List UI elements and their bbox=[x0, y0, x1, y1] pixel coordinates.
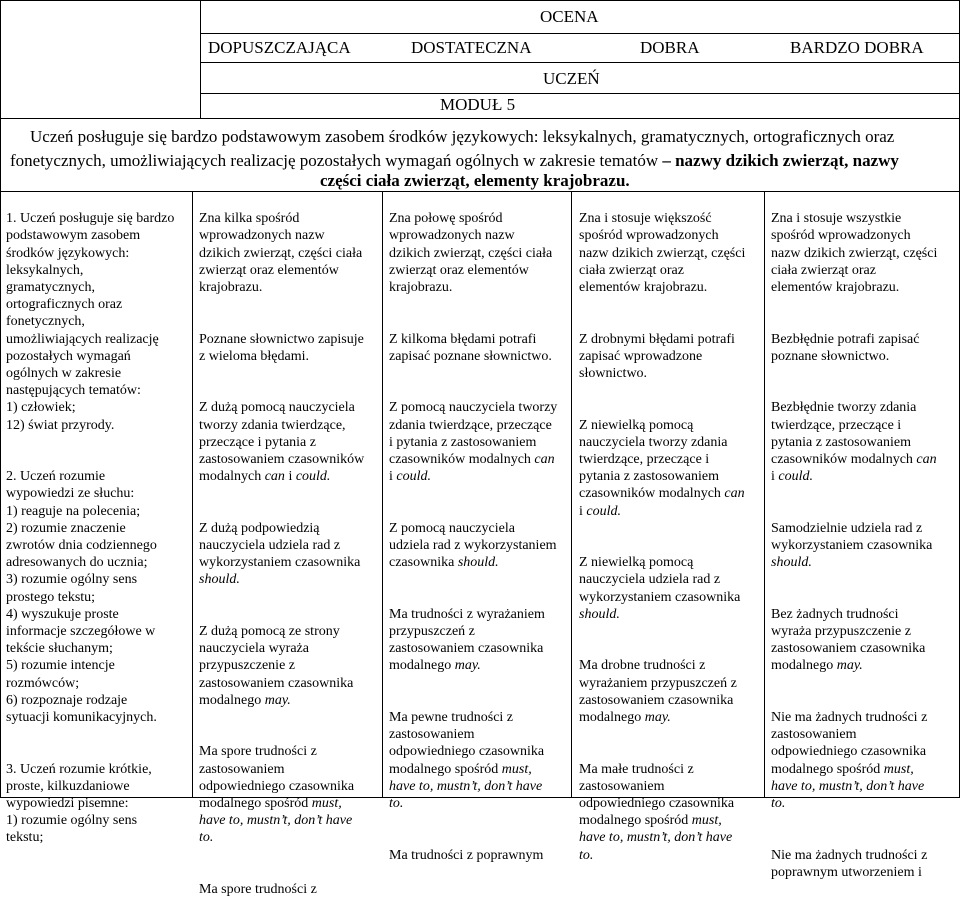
c4-must-words: must, have to, mustn’t, don’t have to. bbox=[771, 761, 925, 812]
c4-may-word: may. bbox=[836, 658, 863, 674]
rule-col-2 bbox=[382, 191, 383, 798]
requirement-1: 1. Uczeń posługuje się bardzo podstawowym zasobem środków językowych: leksykalnych, gramatycznych, ortograficznych oraz fonetycznych, umożliwiających realizację pozostałych wymagań ogólnych w zakresie następujących tematów: 1) człowiek; 12) świat przyrody. bbox=[6, 211, 175, 433]
c4-must bbox=[771, 709, 957, 812]
grade-bardzo-dobra: BARDZO DOBRA bbox=[790, 38, 924, 57]
rule-col-1 bbox=[192, 191, 193, 798]
c2-vocab: Zna połowę spośród wprowadzonych nazw dzikich zwierząt, części ciała zwierząt oraz elementów krajobrazu. bbox=[389, 211, 553, 296]
c3-spelling: Z drobnymi błędami potrafi zapisać wprowadzone słownictwo. bbox=[579, 331, 735, 382]
rule-top bbox=[0, 0, 960, 1]
intro-line-2 bbox=[10, 151, 899, 171]
c3-should-text: Z niewielką pomocą nauczyciela udziela rad z wykorzystaniem czasownika bbox=[579, 555, 741, 605]
c2-may bbox=[389, 606, 571, 675]
rule-col-3 bbox=[571, 191, 572, 798]
c3-must-text: Ma małe trudności z zastosowaniem odpowiedniego czasownika modalnego spośród bbox=[579, 761, 735, 829]
c4-spelling: Bezbłędnie potrafi zapisać poznane słownictwo. bbox=[771, 331, 920, 364]
c3-may-word: may. bbox=[644, 710, 671, 726]
c4-should bbox=[771, 520, 957, 572]
c1-vocab: Zna kilka spośród wprowadzonych nazw dzikich zwierząt, części ciała zwierząt oraz elementów krajobrazu. bbox=[199, 211, 363, 296]
intro-line-3-bold: części ciała zwierząt, elementy krajobrazu. bbox=[320, 171, 630, 190]
column-dobra bbox=[579, 193, 763, 881]
c1-could: could. bbox=[295, 469, 331, 485]
c1-should-word: should. bbox=[199, 572, 240, 588]
c3-modal-can bbox=[579, 417, 763, 520]
c1-may-text: Z dużą pomocą ze strony nauczyciela wyraża przypuszczenie z zastosowaniem czasownika modalnego bbox=[199, 624, 354, 708]
intro-line-1: Uczeń posługuje się bardzo podstawowym zasobem środków językowych: leksykalnych, gramatycznych, ortograficznych oraz bbox=[30, 127, 895, 146]
c4-modal-can bbox=[771, 399, 957, 485]
c1-must bbox=[199, 743, 381, 846]
c3-may bbox=[579, 657, 763, 726]
c4-vocab: Zna i stosuje wszystkie spośród wprowadzonych nazw dzikich zwierząt, części ciała zwierząt oraz elementów krajobrazu. bbox=[771, 211, 938, 296]
requirement-3: 3. Uczeń rozumie krótkie, proste, kilkuzdaniowe wypowiedzi pisemne: 1) rozumie ogólny sens tekstu; bbox=[6, 761, 152, 846]
c3-could: could. bbox=[586, 503, 621, 519]
column-dostateczna bbox=[389, 193, 571, 881]
c3-vocab: Zna i stosuje większość spośród wprowadzonych nazw dzikich zwierząt, części ciała zwierząt oraz elementów krajobrazu. bbox=[579, 211, 746, 296]
c2-may-word: may. bbox=[454, 658, 481, 674]
c4-may bbox=[771, 606, 957, 675]
column-requirements bbox=[6, 193, 192, 864]
c2-should bbox=[389, 520, 571, 572]
c2-must-words: must, have to, mustn’t, don’t have to. bbox=[389, 761, 543, 812]
c2-can: can bbox=[534, 452, 555, 468]
ocena-header: OCENA bbox=[540, 7, 599, 26]
c4-can: can bbox=[916, 452, 937, 468]
c4-modal-can-text: Bezbłędnie tworzy zdania twierdzące, przeczące i pytania z zastosowaniem czasowników modalnych bbox=[771, 400, 917, 468]
c4-i: i bbox=[771, 469, 775, 485]
c1-last: Ma spore trudności z bbox=[199, 882, 317, 898]
c1-may-word: may. bbox=[264, 692, 291, 708]
column-bardzo-dobra bbox=[771, 193, 957, 898]
c4-should-word: should. bbox=[771, 555, 812, 571]
c3-should-word: should. bbox=[579, 606, 620, 622]
c4-may-text: Bez żadnych trudności wyraża przypuszczenie z zastosowaniem czasownika modalnego bbox=[771, 606, 926, 674]
c3-must-words: must, have to, mustn’t, don’t have to. bbox=[579, 813, 733, 863]
c4-last: Nie ma żadnych trudności z poprawnym utworzeniem i bbox=[771, 847, 928, 880]
grade-dobra: DOBRA bbox=[640, 38, 700, 57]
c1-i: i bbox=[284, 469, 296, 485]
rule-under-intro bbox=[0, 191, 960, 192]
uczen-header: UCZEŃ bbox=[543, 69, 600, 88]
grade-dostateczna: DOSTATECZNA bbox=[411, 38, 532, 57]
c4-must-text: Nie ma żadnych trudności z zastosowaniem odpowiedniego czasownika modalnego spośród bbox=[771, 710, 928, 777]
modul-title: MODUŁ 5 bbox=[440, 95, 516, 114]
c2-should-word: should. bbox=[457, 555, 499, 571]
c2-must-text: Ma pewne trudności z zastosowaniem odpowiedniego czasownika modalnego spośród bbox=[389, 710, 545, 777]
c3-i: i bbox=[579, 503, 583, 519]
c3-can: can bbox=[724, 486, 745, 502]
c2-last: Ma trudności z poprawnym bbox=[389, 847, 544, 863]
c2-may-text: Ma trudności z wyrażaniem przypuszczeń z zastosowaniem czasownika modalnego bbox=[389, 606, 545, 674]
c1-spelling: Poznane słownictwo zapisuje z wieloma błędami. bbox=[199, 331, 364, 364]
rule-under-modul bbox=[0, 118, 960, 119]
c1-must-text: Ma spore trudności z zastosowaniem odpowiedniego czasownika modalnego spośród bbox=[199, 744, 355, 812]
c3-should bbox=[579, 554, 763, 623]
c1-must-words: must, have to, mustn’t, don’t have to. bbox=[199, 796, 353, 846]
c2-must bbox=[389, 709, 571, 812]
c1-should-text: Z dużą podpowiedzią nauczyciela udziela rad z wykorzystaniem czasownika bbox=[199, 520, 361, 571]
c1-modal-can bbox=[199, 399, 381, 485]
grade-dopuszczajaca: DOPUSZCZAJĄCA bbox=[208, 38, 351, 57]
intro-line-3 bbox=[320, 171, 630, 191]
c2-spelling: Z kilkoma błędami potrafi zapisać poznane słownictwo. bbox=[389, 331, 552, 364]
c1-modal-can-text: Z dużą pomocą nauczyciela tworzy zdania twierdzące, przeczące i pytania z zastosowaniem czasowników modalnych bbox=[199, 400, 365, 485]
c4-should-text: Samodzielnie udziela rad z wykorzystaniem czasownika bbox=[771, 520, 933, 554]
c2-could: could. bbox=[396, 469, 431, 485]
c2-modal-can-text: Z pomocą nauczyciela tworzy zdania twierdzące, przeczące i pytania z zastosowaniem czasowników modalnych bbox=[389, 400, 558, 468]
c2-should-text: Z pomocą nauczyciela udziela rad z wykorzystaniem czasownika bbox=[389, 520, 557, 571]
c1-can: can bbox=[264, 469, 285, 485]
c1-should bbox=[199, 520, 381, 589]
requirement-2: 2. Uczeń rozumie wypowiedzi ze słuchu: 1) reaguje na polecenia; 2) rozumie znaczenie zwrotów dnia codziennego adresowanych do ucznia; 3) rozumie ogólny sens prostego tekstu; 4) wyszukuje proste informacje szczegółowe w tekście słuchanym; 5) rozumie intencje rozmówców; 6) rozpoznaje rodzaje sytuacji komunikacyjnych. bbox=[6, 469, 157, 726]
c1-may bbox=[199, 623, 381, 709]
rule-col-4 bbox=[764, 191, 765, 798]
rule-under-ocena bbox=[200, 33, 960, 34]
column-dopuszczajaca bbox=[199, 193, 381, 915]
c3-must bbox=[579, 761, 763, 864]
c3-modal-can-text: Z niewielką pomocą nauczyciela tworzy zdania twierdzące, przeczące i pytania z zastosowaniem czasowników modalnych bbox=[579, 417, 728, 502]
rule-left bbox=[0, 0, 1, 798]
c2-modal-can bbox=[389, 399, 571, 485]
c2-i: i bbox=[389, 469, 393, 485]
c4-could: could. bbox=[778, 469, 813, 485]
rule-under-uczen bbox=[200, 93, 960, 94]
intro-line-2-bold: – nazwy dzikich zwierząt, nazwy bbox=[662, 151, 899, 170]
intro-line-2-plain: fonetycznych, umożliwiających realizację pozostałych wymagań ogólnych w zakresie tematów bbox=[10, 151, 663, 170]
rule-under-grades bbox=[200, 62, 960, 63]
c3-may-text: Ma drobne trudności z wyrażaniem przypuszczeń z zastosowaniem czasownika modalnego bbox=[579, 658, 737, 726]
rule-col-a bbox=[200, 0, 201, 118]
